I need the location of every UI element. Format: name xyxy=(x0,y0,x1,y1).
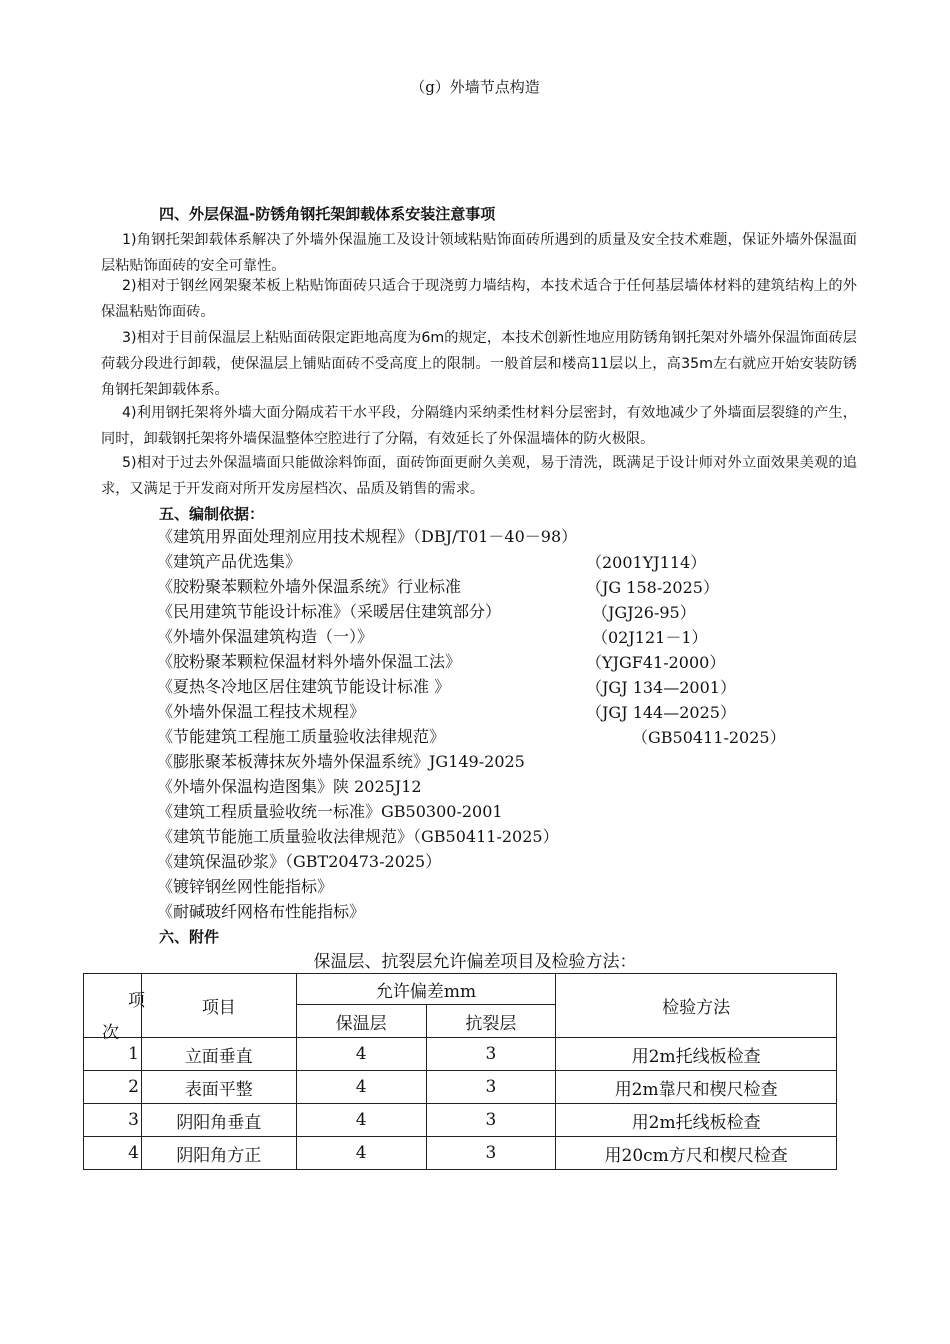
reference-item: 《耐碱玻纤网格布性能指标》 xyxy=(157,902,366,921)
reference-item: 《膨胀聚苯板薄抹灰外墙外保温系统》JG149-2025 xyxy=(157,752,525,771)
cell-crack: 3 xyxy=(426,1038,556,1071)
header-seq xyxy=(84,974,145,1043)
reference-code: （2001YJ114） xyxy=(586,553,707,572)
cell-crack: 3 xyxy=(426,1071,556,1104)
paragraph-4: 4)利用钢托架将外墙大面分隔成若干水平段，分隔缝内采纳柔性材料分层密封，有效地减少了外墙面层裂缝的产生，同时，卸载钢托架将外墙保温整体空腔进行了分隔，有效延长了外保温墙体的防火极限。 xyxy=(101,405,857,447)
section6-heading: 六、附件 xyxy=(159,928,220,946)
reference-item: 《外墙外保温工程技术规程》 xyxy=(157,702,366,721)
cell-insulation: 4 xyxy=(296,1104,426,1137)
table-row xyxy=(84,1038,837,1071)
table-row xyxy=(84,1071,837,1104)
tolerance-table xyxy=(83,973,837,1170)
cell-item: 阴阳角方正 xyxy=(141,1137,296,1170)
reference-item: 《建筑工程质量验收统一标准》GB50300-2001 xyxy=(157,802,503,821)
paragraph-1: 1)角钢托架卸载体系解决了外墙外保温施工及设计领域粘贴饰面砖所遇到的质量及安全技术难题，保证外墙外保温面层粘贴饰面砖的安全可靠性。 xyxy=(101,232,857,274)
reference-code: （JG 158-2025） xyxy=(586,578,719,597)
reference-item: 《建筑节能施工质量验收法律规范》（GB50411-2025） xyxy=(157,827,559,846)
reference-item: 《胶粉聚苯颗粒保温材料外墙外保温工法》 xyxy=(157,652,462,671)
header-tolerance: 允许偏差mm xyxy=(296,974,556,1005)
cell-no: 3 xyxy=(84,1104,142,1137)
table-row xyxy=(84,1137,837,1170)
cell-item: 立面垂直 xyxy=(141,1038,296,1071)
reference-code: （YJGF41-2000） xyxy=(586,653,726,672)
paragraph-5: 5)相对于过去外保温墙面只能做涂料饰面，面砖饰面更耐久美观，易于清洗，既满足于设计师对外立面效果美观的追求，又满足于开发商对所开发房屋档次、品质及销售的需求。 xyxy=(101,455,857,497)
reference-code: （GB50411-2025） xyxy=(632,728,786,747)
cell-no: 4 xyxy=(84,1137,142,1170)
header-item: 项目 xyxy=(141,974,296,1038)
header-crack: 抗裂层 xyxy=(426,1005,556,1038)
reference-code: （JGJ 144—2025） xyxy=(586,703,736,722)
table-row xyxy=(84,1104,837,1137)
reference-code: （02J121－1） xyxy=(592,628,708,647)
header-seq-bottom: 次 xyxy=(102,1023,119,1043)
reference-item: 《夏热冬冷地区居住建筑节能设计标准 》 xyxy=(157,677,451,696)
cell-no: 2 xyxy=(84,1071,142,1104)
reference-item: 《外墙外保温构造图集》陕 2025J12 xyxy=(157,777,422,796)
cell-method: 用2m托线板检查 xyxy=(556,1038,837,1071)
figure-caption: （g）外墙节点构造 xyxy=(410,78,540,96)
reference-code: （JGJ26-95） xyxy=(592,603,696,622)
reference-item: 《建筑产品优选集》 xyxy=(157,552,302,571)
reference-item: 《建筑保温砂浆》（GBT20473-2025） xyxy=(157,852,442,871)
reference-item: 《胶粉聚苯颗粒外墙外保温系统》行业标准 xyxy=(157,577,462,596)
cell-insulation: 4 xyxy=(296,1071,426,1104)
reference-item: 《镀锌钢丝网性能指标》 xyxy=(157,877,334,896)
cell-method: 用2m靠尺和楔尺检查 xyxy=(556,1071,837,1104)
reference-item: 《建筑用界面处理剂应用技术规程》（DBJ/T01－40－98） xyxy=(157,527,578,546)
cell-method: 用2m托线板检查 xyxy=(556,1104,837,1137)
reference-item: 《民用建筑节能设计标准》（采暖居住建筑部分） xyxy=(157,602,502,621)
cell-insulation: 4 xyxy=(296,1137,426,1170)
cell-crack: 3 xyxy=(426,1104,556,1137)
cell-item: 表面平整 xyxy=(141,1071,296,1104)
reference-item: 《外墙外保温建筑构造（一）》 xyxy=(157,627,374,646)
cell-no: 1 xyxy=(84,1038,142,1071)
header-insulation: 保温层 xyxy=(296,1005,426,1038)
reference-item: 《节能建筑工程施工质量验收法律规范》 xyxy=(157,727,446,746)
reference-code: （JGJ 134—2001） xyxy=(586,678,736,697)
paragraph-2: 2)相对于钢丝网架聚苯板上粘贴饰面砖只适合于现浇剪力墙结构，本技术适合于任何基层墙体材料的建筑结构上的外保温粘贴饰面砖。 xyxy=(101,278,857,320)
cell-item: 阴阳角垂直 xyxy=(141,1104,296,1137)
section4-heading: 四、外层保温-防锈角钢托架卸载体系安装注意事项 xyxy=(159,205,496,223)
header-seq-top: 项 xyxy=(128,991,145,1011)
cell-insulation: 4 xyxy=(296,1038,426,1071)
section5-heading: 五、编制依据： xyxy=(159,505,265,523)
header-method: 检验方法 xyxy=(556,974,837,1038)
table-caption: 保温层、抗裂层允许偏差项目及检验方法： xyxy=(313,952,637,972)
cell-crack: 3 xyxy=(426,1137,556,1170)
paragraph-3: 3)相对于目前保温层上粘贴面砖限定距地高度为6m的规定，本技术创新性地应用防锈角钢托架对外墙外保温饰面砖层荷载分段进行卸载，使保温层上铺贴面砖不受高度上的限制。一般首层和楼高11层以上，高35m左右就应开始安装防锈角钢托架卸载体系。 xyxy=(101,330,857,398)
cell-method: 用20cm方尺和楔尺检查 xyxy=(556,1137,837,1170)
